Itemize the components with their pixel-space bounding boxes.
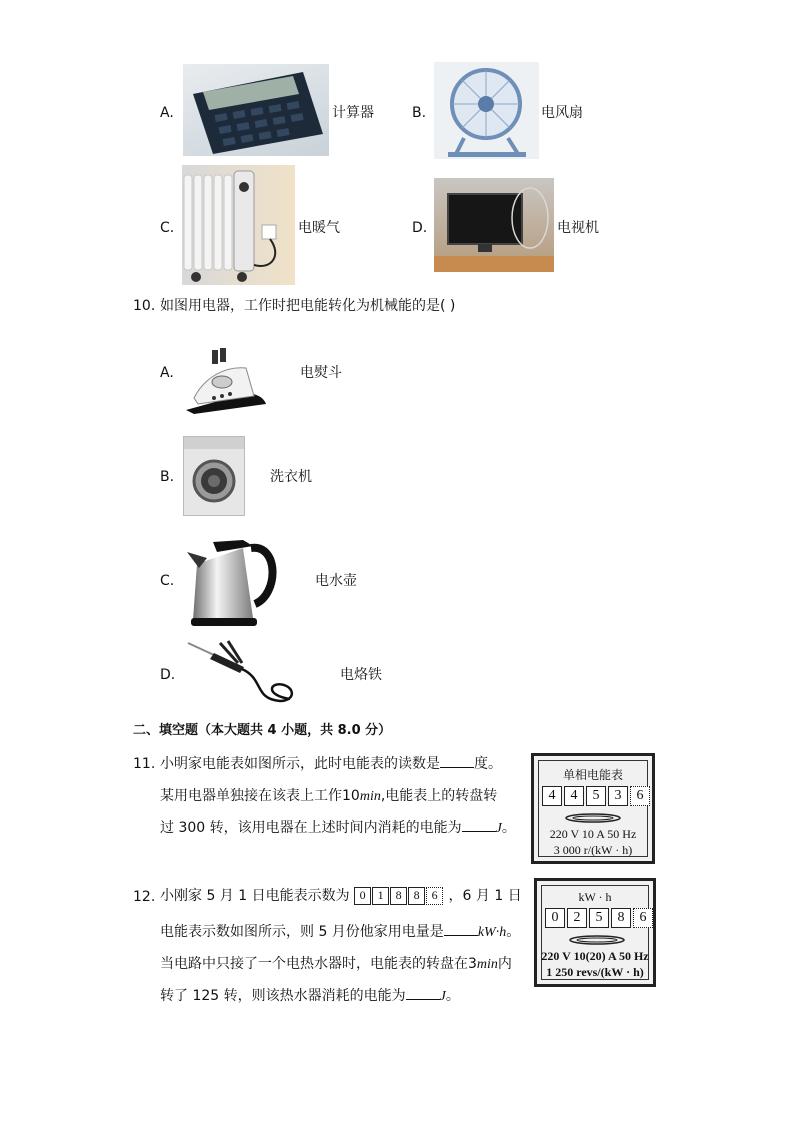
digit: 4: [564, 786, 584, 806]
q9-option-b-letter: B.: [412, 105, 427, 121]
meter-disc-icon: [568, 933, 626, 947]
digit: 3: [608, 786, 628, 806]
q12-blank-1[interactable]: [444, 923, 478, 936]
q11-meter-digits: [542, 786, 652, 806]
q11-line-1: 小明家电能表如图所示，此时电能表的读数是 度。: [160, 756, 502, 772]
q11-meter-spec-2: 3 000 r/(kW · h): [553, 843, 633, 857]
meter-disc-icon: [564, 811, 622, 825]
q11-line-3: 过 300 转，该用电器在上述时间内消耗的电能为 J。: [160, 820, 516, 836]
digit: 8: [611, 908, 631, 928]
q12-line-1: 小刚家 5 月 1 日电能表示数为 0 1 8 8 6 ，6 月 1 日: [160, 888, 522, 904]
q10-option-b-letter: B.: [160, 469, 175, 485]
q9-option-a-letter: A.: [160, 105, 174, 121]
q10-number: 10.: [133, 298, 156, 314]
section-title: 二、填空题（本大题共 4 小题，共 8.0 分）: [133, 723, 392, 738]
q11-meter-title: 单相电能表: [562, 768, 623, 782]
q10-option-a-letter: A.: [160, 365, 174, 381]
q12-meter-digits: [545, 908, 655, 928]
q12-line-4: 转了 125 转，则该热水器消耗的电能为 J。: [160, 988, 460, 1004]
calculator-icon: [183, 64, 329, 156]
q10-option-c-letter: C.: [160, 573, 175, 589]
q11-meter-spec-1: 220 V 10 A 50 Hz: [549, 827, 637, 841]
digit: 8: [390, 887, 407, 905]
digit: 5: [589, 908, 609, 928]
q11-energy-meter: [531, 753, 655, 864]
q11-blank-1[interactable]: [440, 755, 474, 768]
q9-option-c-letter: C.: [160, 220, 175, 236]
electric-fan-icon: [434, 62, 539, 159]
q12-line-2: 电能表示数如图所示，则 5 月份他家用电量是 kW·h。: [160, 924, 521, 940]
digit: 4: [542, 786, 562, 806]
q9-option-d-label: 电视机: [557, 220, 599, 236]
digit: 2: [567, 908, 587, 928]
electric-iron-icon: [184, 338, 269, 416]
digit: 6: [630, 786, 650, 806]
digit: 6: [426, 887, 443, 905]
soldering-iron-icon: [184, 639, 300, 707]
q10-option-d-label: 电烙铁: [340, 667, 382, 683]
q10-option-c-label: 电水壶: [315, 573, 357, 589]
q10-option-b-label: 洗衣机: [270, 469, 312, 485]
q12-start-digits: [354, 887, 444, 905]
q12-energy-meter: [534, 878, 656, 987]
q12-meter-title: kW · h: [578, 890, 612, 904]
electric-heater-icon: [182, 165, 295, 285]
q12-line-3: 当电路中只接了一个电热水器时，电能表的转盘在3min内: [160, 956, 512, 972]
q11-blank-2[interactable]: [462, 819, 496, 832]
q10-option-d-letter: D.: [160, 667, 176, 683]
washing-machine-icon: [183, 436, 245, 516]
digit: 0: [354, 887, 371, 905]
digit: 8: [408, 887, 425, 905]
digit: 1: [372, 887, 389, 905]
q11-line-2: 某用电器单独接在该表上工作10min,电能表上的转盘转: [160, 788, 498, 804]
q9-option-b-label: 电风扇: [541, 105, 583, 121]
q10-text: 如图用电器，工作时把电能转化为机械能的是( ): [160, 298, 456, 314]
q9-option-c-label: 电暖气: [298, 220, 340, 236]
q12-blank-2[interactable]: [406, 987, 440, 1000]
q9-option-d-letter: D.: [412, 220, 428, 236]
digit: 5: [586, 786, 606, 806]
q12-meter-spec-2: 1 250 revs/(kW · h): [546, 965, 644, 979]
q11-number: 11.: [133, 756, 156, 772]
digit: 0: [545, 908, 565, 928]
q9-option-a-label: 计算器: [332, 105, 374, 121]
television-icon: [434, 178, 554, 272]
q12-number: 12.: [133, 889, 156, 905]
q12-meter-spec-1: 220 V 10(20) A 50 Hz: [541, 949, 649, 963]
digit: 6: [633, 908, 653, 928]
q10-option-a-label: 电熨斗: [300, 365, 342, 381]
electric-kettle-icon: [183, 534, 279, 628]
